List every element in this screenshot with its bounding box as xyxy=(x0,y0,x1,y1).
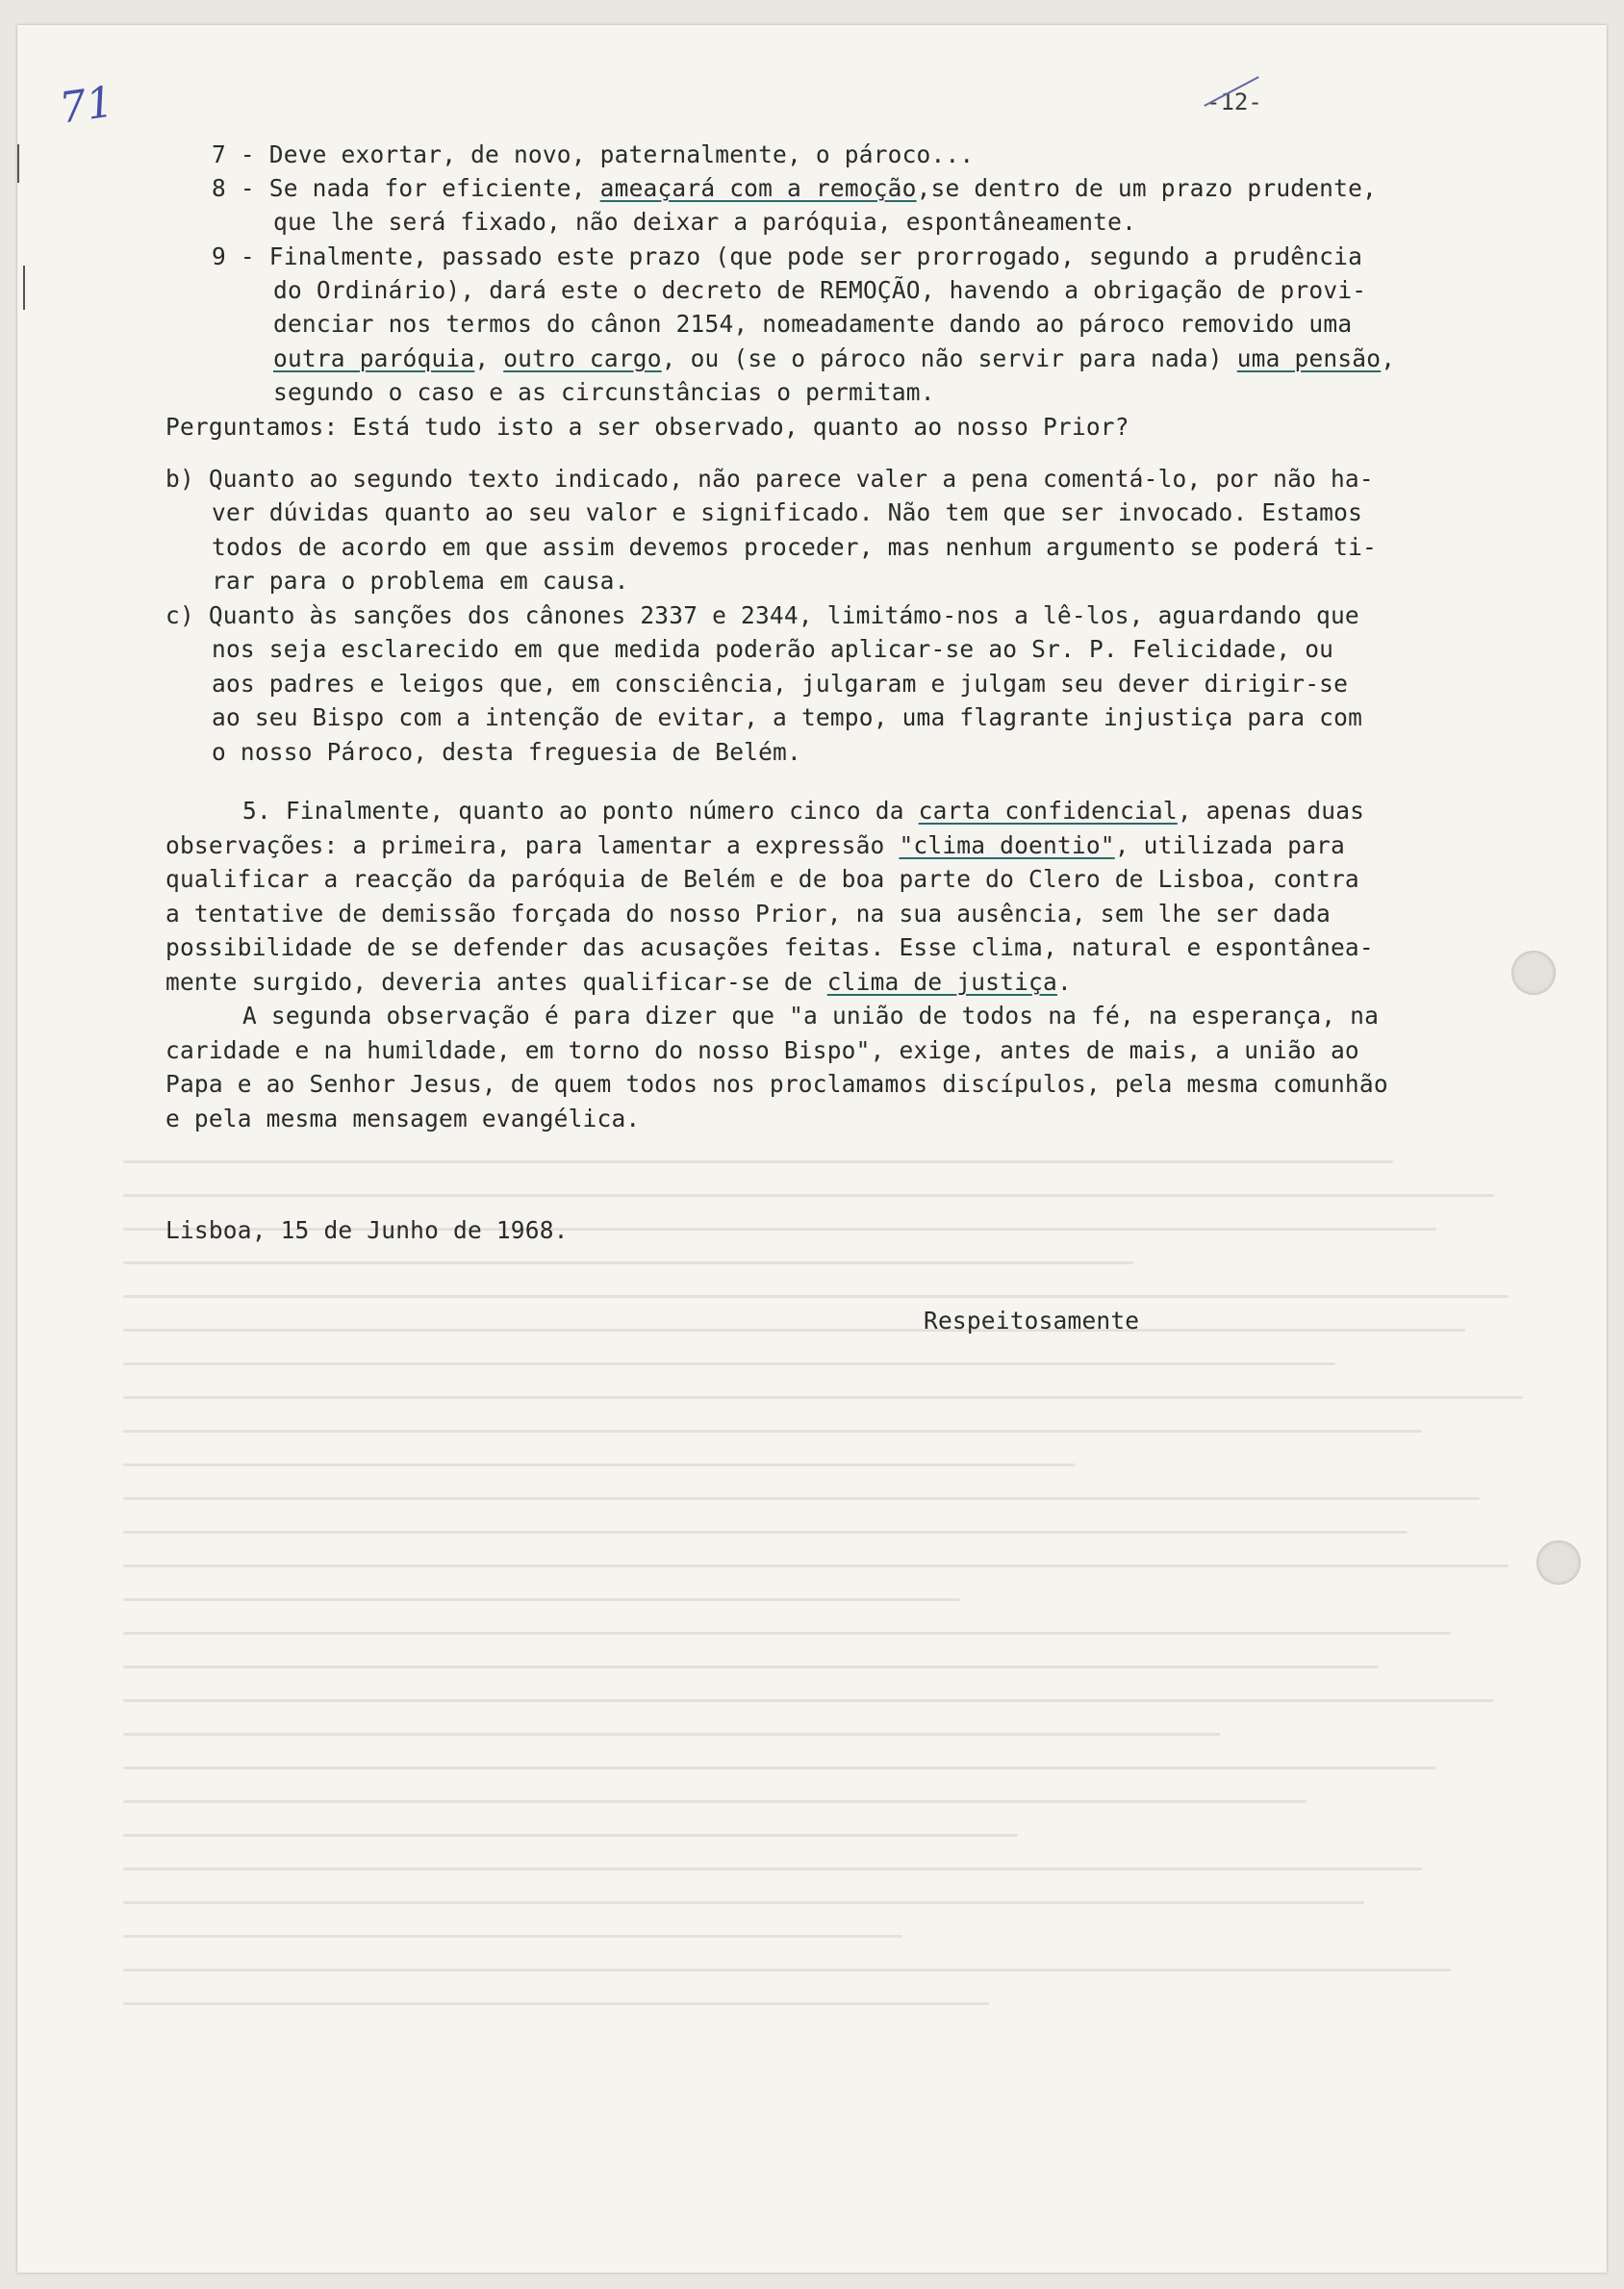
para-5-line-5: possibilidade de se defender das acusações feitas. Esse clima, natural e espontânea- xyxy=(165,933,1374,961)
para-5-line-4: a tentative de demissão forçada do nosso Prior, na sua ausência, sem lhe ser dada xyxy=(165,900,1331,928)
para-5-line-1 xyxy=(242,795,1364,827)
para-b-line-2: ver dúvidas quanto ao seu valor e significado. Não tem que ser invocado. Estamos xyxy=(212,498,1363,526)
para-5-line-2-b: , utilizada para xyxy=(1114,831,1345,859)
question: Perguntamos: Está tudo isto a ser observado, quanto ao nosso Prior? xyxy=(165,413,1129,441)
underlined-outra-paroquia: outra paróquia xyxy=(273,344,475,372)
place-date: Lisboa, 15 de Junho de 1968. xyxy=(165,1216,569,1244)
para-c-line-3: aos padres e leigos que, em consciência, julgaram e julgam seu dever dirigir-se xyxy=(212,670,1349,698)
punch-hole-upper xyxy=(1511,951,1556,995)
para-c-line-2: nos seja esclarecido em que medida poderão aplicar-se ao Sr. P. Felicidade, ou xyxy=(212,635,1334,663)
bleed-through-text xyxy=(123,1160,1566,2171)
document-page xyxy=(17,25,1607,2273)
item-8-suffix: ,se dentro de um prazo prudente, xyxy=(916,174,1377,202)
para-second-line-3: Papa e ao Senhor Jesus, de quem todos nos proclamamos discípulos, pela mesma comunhão xyxy=(165,1070,1388,1098)
margin-mark-lower xyxy=(23,266,25,310)
underlined-remocao: ameaçará com a remoção xyxy=(599,174,917,202)
underlined-clima-de-justica: clima de justiça xyxy=(826,968,1057,996)
para-second-line-2: caridade e na humildade, em torno do nosso Bispo", exige, antes de mais, a união ao xyxy=(165,1036,1359,1064)
item-7: 7 - Deve exortar, de novo, paternalmente, o pároco... xyxy=(212,140,975,168)
para-second-line-4: e pela mesma mensagem evangélica. xyxy=(165,1105,641,1132)
para-c-line-1: c) Quanto às sanções dos cânones 2337 e 2344, limitámo-nos a lê-los, aguardando que xyxy=(165,601,1359,629)
para-5-line-6-b: . xyxy=(1056,968,1072,996)
para-5-line-2 xyxy=(165,829,1345,862)
page-number xyxy=(1206,89,1262,115)
para-5-text-a: 5. Finalmente, quanto ao ponto número cinco da xyxy=(242,797,919,825)
para-5-line-6-a: mente surgido, deveria antes qualificar-se de xyxy=(165,968,827,996)
underlined-clima-doentio: "clima doentio" xyxy=(899,831,1115,859)
item-8-line-2: que lhe será fixado, não deixar a paróquia, espontâneamente. xyxy=(273,208,1137,236)
closing-salutation: Respeitosamente xyxy=(924,1307,1140,1335)
item-9-end: , xyxy=(1381,344,1396,372)
para-5-line-3: qualificar a reacção da paróquia de Belém e de boa parte do Clero de Lisboa, contra xyxy=(165,865,1359,893)
para-b-line-4: rar para o problema em causa. xyxy=(212,567,629,595)
item-9-line-3: denciar nos termos do cânon 2154, nomeadamente dando ao pároco removido uma xyxy=(273,310,1353,338)
handwritten-margin-note: 71 xyxy=(56,77,117,134)
para-c-line-4: ao seu Bispo com a intenção de evitar, a tempo, uma flagrante injustiça para com xyxy=(212,703,1363,731)
item-9-line-4 xyxy=(273,343,1395,375)
para-5-line-2-a: observações: a primeira, para lamentar a expressão xyxy=(165,831,900,859)
para-b-line-1: b) Quanto ao segundo texto indicado, não parece valer a pena comentá-lo, por não ha- xyxy=(165,465,1374,493)
para-c-line-5: o nosso Pároco, desta freguesia de Belém. xyxy=(212,738,801,766)
item-8-text: 8 - Se nada for eficiente, xyxy=(212,174,600,202)
item-9-sep: , xyxy=(474,344,504,372)
item-9-line-5: segundo o caso e as circunstâncias o permitam. xyxy=(273,378,935,406)
underlined-outro-cargo: outro cargo xyxy=(503,344,662,372)
page-number-text: -12- xyxy=(1206,89,1262,115)
margin-mark-upper xyxy=(17,144,19,183)
para-5-text-b: , apenas duas xyxy=(1177,797,1365,825)
para-5-line-6 xyxy=(165,966,1072,999)
item-9-mid: , ou (se o pároco não servir para nada) xyxy=(661,344,1237,372)
item-9-line-2: do Ordinário), dará este o decreto de REMOÇÃO, havendo a obrigação de provi- xyxy=(273,276,1367,304)
para-b-line-3: todos de acordo em que assim devemos proceder, mas nenhum argumento se poderá ti- xyxy=(212,533,1377,561)
underlined-uma-pensao: uma pensão xyxy=(1236,344,1382,372)
underlined-carta-confidencial: carta confidencial xyxy=(918,797,1178,825)
para-second-line-1: A segunda observação é para dizer que "a união de todos na fé, na esperança, na xyxy=(242,1002,1380,1030)
item-8-line-1 xyxy=(212,172,1377,205)
item-9-line-1: 9 - Finalmente, passado este prazo (que pode ser prorrogado, segundo a prudência xyxy=(212,242,1363,270)
